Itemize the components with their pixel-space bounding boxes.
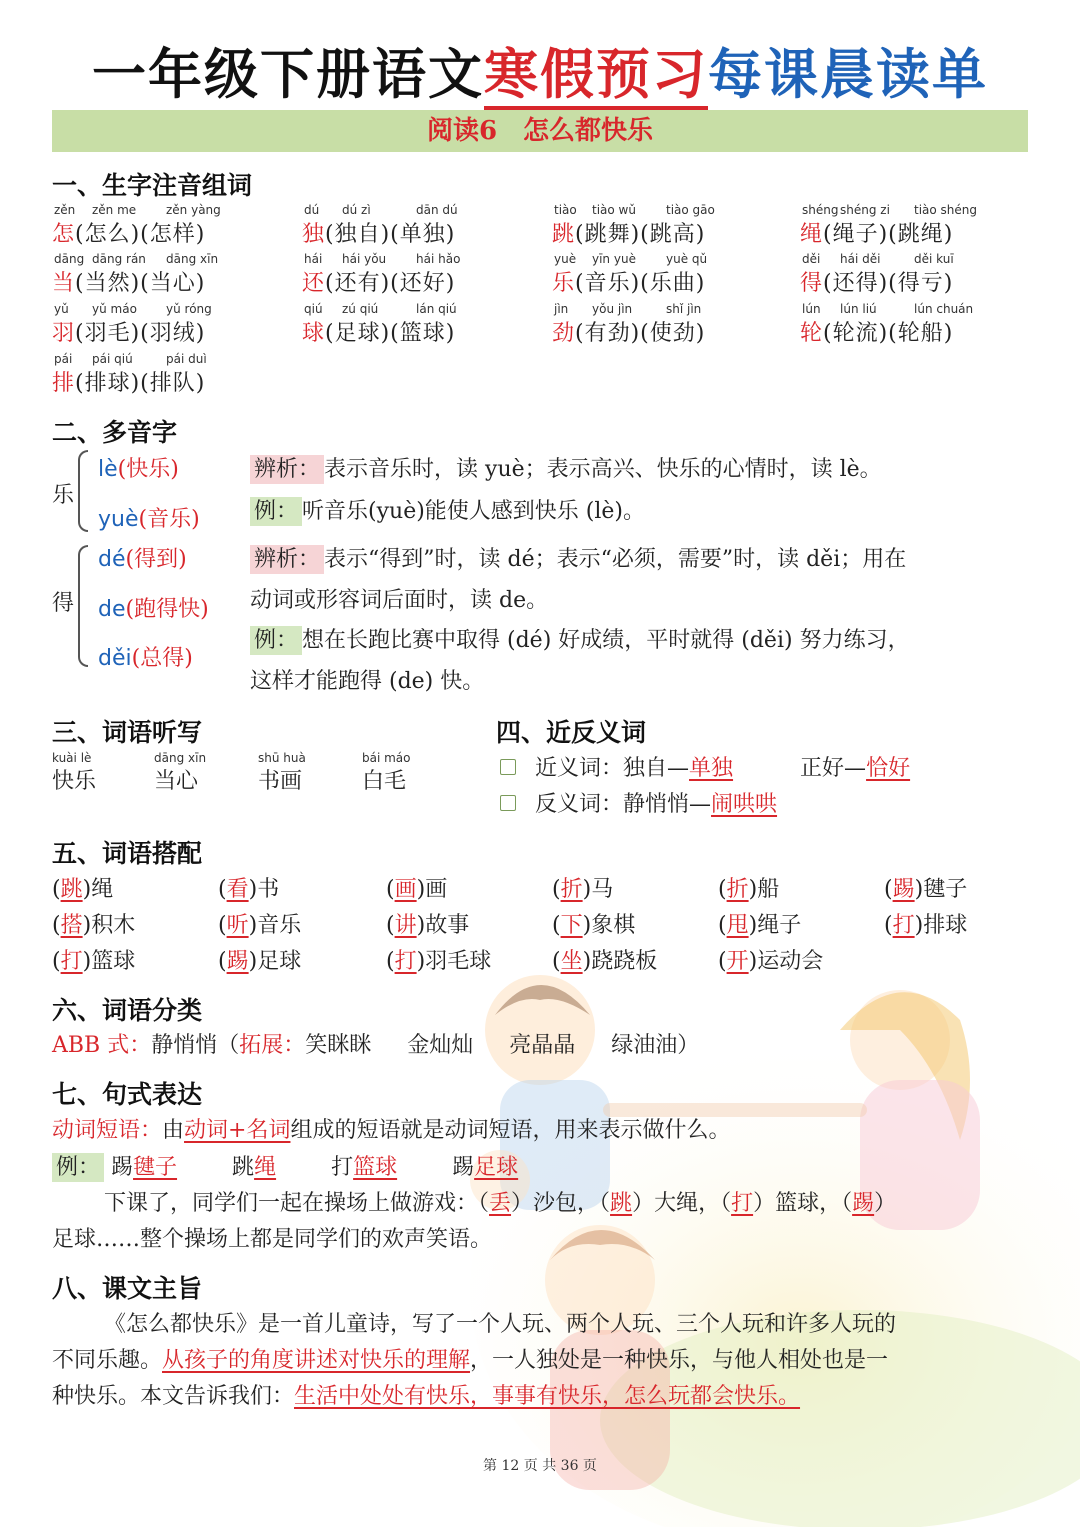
collocation-item: (打)羽毛球 [386, 949, 492, 974]
section-2-heading: 二、多音字 [52, 418, 178, 447]
collocation-noun: 积木 [91, 913, 136, 938]
vocab-pinyin: shéng zi [840, 203, 890, 217]
collocation-verb: 下 [560, 913, 583, 938]
exercise-line-1: 下课了，同学们一起在操场上做游戏：（丢）沙包，（跳）大绳，（打）篮球，（踢） [104, 1191, 897, 1216]
collocation-noun: 绳子 [757, 913, 802, 938]
vocab-entry [552, 316, 705, 347]
vocab-words: (还有)(还好) [325, 271, 456, 296]
vocab-pinyin: yǒu jìn [592, 302, 633, 316]
de-analysis-line-2: 动词或形容词后面时，读 de。 [250, 588, 549, 613]
vocab-pinyin: dú zì [342, 203, 371, 217]
vocab-char: 得 [800, 271, 824, 296]
le-reading-2: yuè(音乐) [98, 507, 200, 532]
vocab-char: 绳 [800, 222, 824, 247]
title-part-2: 寒假预习 [484, 43, 708, 111]
vocab-pinyin: lún chuán [914, 302, 974, 316]
page-title [0, 32, 1080, 109]
collocation-item: (下)象棋 [552, 913, 636, 938]
brace-de [78, 545, 88, 667]
vocab-char: 球 [302, 321, 326, 346]
vocab-entry [302, 266, 455, 297]
collocation-noun: 书 [257, 877, 280, 902]
collocation-item: (开)运动会 [718, 949, 824, 974]
vocab-pinyin: zěn yàng [166, 203, 221, 217]
vocab-pinyin: tiào [554, 203, 577, 217]
collocation-item: (踢)足球 [218, 949, 302, 974]
vocab-pinyin: lún [802, 302, 821, 316]
dictation-pinyin: dāng xīn [154, 751, 207, 765]
collocation-noun: 排球 [923, 913, 968, 938]
vocab-char: 劲 [552, 321, 576, 346]
lesson-title-bar: 阅读6 怎么都快乐 [52, 110, 1028, 152]
collocation-verb: 听 [226, 913, 249, 938]
vocab-pinyin: pái [54, 352, 73, 366]
collocation-verb: 甩 [726, 913, 749, 938]
vocab-char: 当 [52, 271, 76, 296]
section-8-heading: 八、课文主旨 [52, 1274, 203, 1303]
vocab-pinyin: yuè [554, 252, 577, 266]
dictation-pinyin: shū huà [258, 751, 306, 765]
collocation-verb: 折 [726, 877, 749, 902]
vocab-pinyin: tiào gāo [666, 203, 715, 217]
de-example-line-2: 这样才能跑得 (de) 快。 [250, 669, 485, 694]
checkbox-icon [500, 759, 516, 775]
vocab-entry [52, 366, 205, 397]
verb-phrase-definition: 动词短语：由动词+名词组成的短语就是动词短语，用来表示做什么。 [52, 1118, 731, 1143]
vocab-pinyin: yǔ róng [166, 302, 212, 316]
vocab-pinyin: tiào shéng [914, 203, 978, 217]
collocation-noun: 船 [757, 877, 780, 902]
vocab-pinyin: zěn [54, 203, 76, 217]
vocab-pinyin: dāng xīn [166, 252, 219, 266]
vocab-pinyin: yǔ [54, 302, 69, 316]
theme-line-1: 《怎么都快乐》是一首儿童诗，写了一个人玩、两个人玩、三个人玩和许多人玩的 [104, 1312, 897, 1337]
collocation-item: (折)马 [552, 877, 614, 902]
vocab-words: (当然)(当心) [75, 271, 206, 296]
collocation-verb: 折 [560, 877, 583, 902]
dictation-word: 当心 [154, 769, 199, 794]
title-part-1: 一年级下册语文 [92, 43, 484, 106]
vocab-entry [552, 217, 705, 248]
vocab-pinyin: hái [304, 252, 323, 266]
theme-line-3: 种快乐。本文告诉我们：生活中处处有快乐，事事有快乐，怎么玩都会快乐。 [52, 1384, 801, 1409]
collocation-noun: 绳 [91, 877, 114, 902]
vocab-entry [302, 217, 455, 248]
de-analysis-line-1: 辨析： 表示“得到”时，读 dé；表示“必须，需要”时，读 děi；用在 [250, 542, 906, 573]
le-reading-1: lè(快乐) [98, 457, 179, 482]
vocab-pinyin: děi kuī [914, 252, 954, 266]
vocab-entry [52, 316, 205, 347]
vocab-words: (有劲)(使劲) [575, 321, 706, 346]
vocab-words: (还得)(得亏) [823, 271, 954, 296]
vocab-pinyin: dāng [54, 252, 85, 266]
vocab-pinyin: yīn yuè [592, 252, 636, 266]
vocab-words: (轮流)(轮船) [823, 321, 954, 346]
collocation-item: (坐)跷跷板 [552, 949, 658, 974]
collocation-item: (画)画 [386, 877, 448, 902]
collocation-item: (跳)绳 [52, 877, 114, 902]
vocab-words: (独自)(单独) [325, 222, 456, 247]
collocation-verb: 画 [394, 877, 417, 902]
vocab-char: 羽 [52, 321, 76, 346]
collocation-item: (折)船 [718, 877, 780, 902]
dictation-pinyin: kuài lè [52, 751, 92, 765]
dictation-word: 快乐 [52, 769, 97, 794]
collocation-item: (听)音乐 [218, 913, 302, 938]
section-4-heading: 四、近反义词 [496, 718, 647, 747]
vocab-words: (羽毛)(羽绒) [75, 321, 206, 346]
vocab-words: (怎么)(怎样) [75, 222, 206, 247]
vocab-pinyin: dāng rán [92, 252, 146, 266]
collocation-item: (打)篮球 [52, 949, 136, 974]
collocation-noun: 象棋 [591, 913, 636, 938]
collocation-noun: 跷跷板 [591, 949, 658, 974]
vocab-words: (绳子)(跳绳) [823, 222, 954, 247]
vocab-pinyin: zú qiú [342, 302, 379, 316]
vocab-pinyin: shǐ jìn [666, 302, 702, 316]
collocation-item: (看)书 [218, 877, 280, 902]
collocation-noun: 篮球 [91, 949, 136, 974]
collocation-item: (打)排球 [884, 913, 968, 938]
collocation-noun: 马 [591, 877, 614, 902]
antonym-row: 反义词：静悄悄—闹哄哄 [500, 787, 777, 818]
vocab-pinyin: hái yǒu [342, 252, 387, 266]
collocation-verb: 打 [892, 913, 915, 938]
vocab-words: (排球)(排队) [75, 371, 206, 396]
abb-row: ABB 式：静悄悄（拓展：笑眯眯 金灿灿 亮晶晶 绿油油） [52, 1033, 700, 1058]
collocation-verb: 打 [60, 949, 83, 974]
polyphone-char-de: 得 [52, 591, 75, 616]
collocation-noun: 足球 [257, 949, 302, 974]
vocab-pinyin: jìn [554, 302, 569, 316]
de-reading-2: de(跑得快) [98, 597, 209, 622]
le-analysis: 辨析： 表示音乐时，读 yuè；表示高兴、快乐的心情时，读 lè。 [250, 452, 882, 483]
vocab-char: 排 [52, 371, 76, 396]
vocab-pinyin: pái duì [166, 352, 207, 366]
collocation-noun: 音乐 [257, 913, 302, 938]
collocation-verb: 开 [726, 949, 749, 974]
collocation-verb: 打 [394, 949, 417, 974]
vocab-words: (足球)(篮球) [325, 321, 456, 346]
collocation-noun: 画 [425, 877, 448, 902]
vocab-pinyin: dān dú [416, 203, 458, 217]
vocab-pinyin: tiào wǔ [592, 203, 636, 217]
collocation-noun: 毽子 [923, 877, 968, 902]
collocation-verb: 踢 [892, 877, 915, 902]
collocation-verb: 坐 [560, 949, 583, 974]
vocab-pinyin: hái hǎo [416, 252, 461, 266]
vocab-entry [800, 316, 953, 347]
checkbox-icon [500, 795, 516, 811]
vocab-char: 轮 [800, 321, 824, 346]
section-3-heading: 三、词语听写 [52, 718, 203, 747]
le-example: 例： 听音乐(yuè)能使人感到快乐 (lè)。 [250, 494, 645, 525]
collocation-item: (讲)故事 [386, 913, 470, 938]
dictation-word: 书画 [258, 769, 303, 794]
collocation-verb: 看 [226, 877, 249, 902]
synonym-row: 近义词：独自—单独 正好—恰好 [500, 751, 910, 782]
brace-le [78, 450, 88, 532]
de-reading-3: děi(总得) [98, 646, 193, 671]
vocab-pinyin: dú [304, 203, 320, 217]
vocab-char: 乐 [552, 271, 576, 296]
vocab-entry [800, 266, 953, 297]
vocab-pinyin: yuè qǔ [666, 252, 708, 266]
vocab-entry [800, 217, 953, 248]
de-example-line-1: 例： 想在长跑比赛中取得 (dé) 好成绩，平时就得 (děi) 努力练习， [250, 623, 910, 654]
vocab-pinyin: shéng [802, 203, 839, 217]
collocation-item: (搭)积木 [52, 913, 136, 938]
collocation-noun: 运动会 [757, 949, 824, 974]
vocab-pinyin: pái qiú [92, 352, 133, 366]
collocation-item: (甩)绳子 [718, 913, 802, 938]
vocab-words: (跳舞)(跳高) [575, 222, 706, 247]
de-reading-1: dé(得到) [98, 547, 187, 572]
collocation-verb: 踢 [226, 949, 249, 974]
collocation-verb: 搭 [60, 913, 83, 938]
exercise-line-2: 足球……整个操场上都是同学们的欢声笑语。 [52, 1227, 493, 1252]
vocab-entry [302, 316, 455, 347]
section-5-heading: 五、词语搭配 [52, 839, 203, 868]
section-6-heading: 六、词语分类 [52, 996, 203, 1025]
vocab-char: 还 [302, 271, 326, 296]
collocation-noun: 羽毛球 [425, 949, 492, 974]
section-1-heading: 一、生字注音组词 [52, 171, 253, 200]
collocation-item: (踢)毽子 [884, 877, 968, 902]
vocab-entry [52, 217, 205, 248]
vocab-words: (音乐)(乐曲) [575, 271, 706, 296]
vocab-pinyin: děi [802, 252, 821, 266]
vocab-char: 跳 [552, 222, 576, 247]
vocab-char: 怎 [52, 222, 76, 247]
dictation-word: 白毛 [362, 769, 407, 794]
title-part-3: 每课晨读单 [708, 43, 988, 106]
vocab-pinyin: qiú [304, 302, 323, 316]
theme-line-2: 不同乐趣。从孩子的角度讲述对快乐的理解，一人独处是一种快乐，与他人相处也是一 [52, 1348, 889, 1373]
vocab-pinyin: lán qiú [416, 302, 457, 316]
vocab-pinyin: lún liú [840, 302, 877, 316]
collocation-noun: 故事 [425, 913, 470, 938]
collocation-verb: 讲 [394, 913, 417, 938]
vocab-pinyin: hái děi [840, 252, 881, 266]
verb-phrase-examples: 例： 踢毽子 跳绳 打篮球 踢足球 [52, 1150, 518, 1181]
polyphone-char-le: 乐 [52, 483, 75, 508]
section-7-heading: 七、句式表达 [52, 1080, 203, 1109]
vocab-pinyin: yǔ máo [92, 302, 137, 316]
vocab-entry [52, 266, 205, 297]
dictation-pinyin: bái máo [362, 751, 411, 765]
page-number-footer: 第 12 页 共 36 页 [483, 1458, 597, 1474]
collocation-verb: 跳 [60, 877, 83, 902]
vocab-pinyin: zěn me [92, 203, 137, 217]
vocab-entry [552, 266, 705, 297]
vocab-char: 独 [302, 222, 326, 247]
